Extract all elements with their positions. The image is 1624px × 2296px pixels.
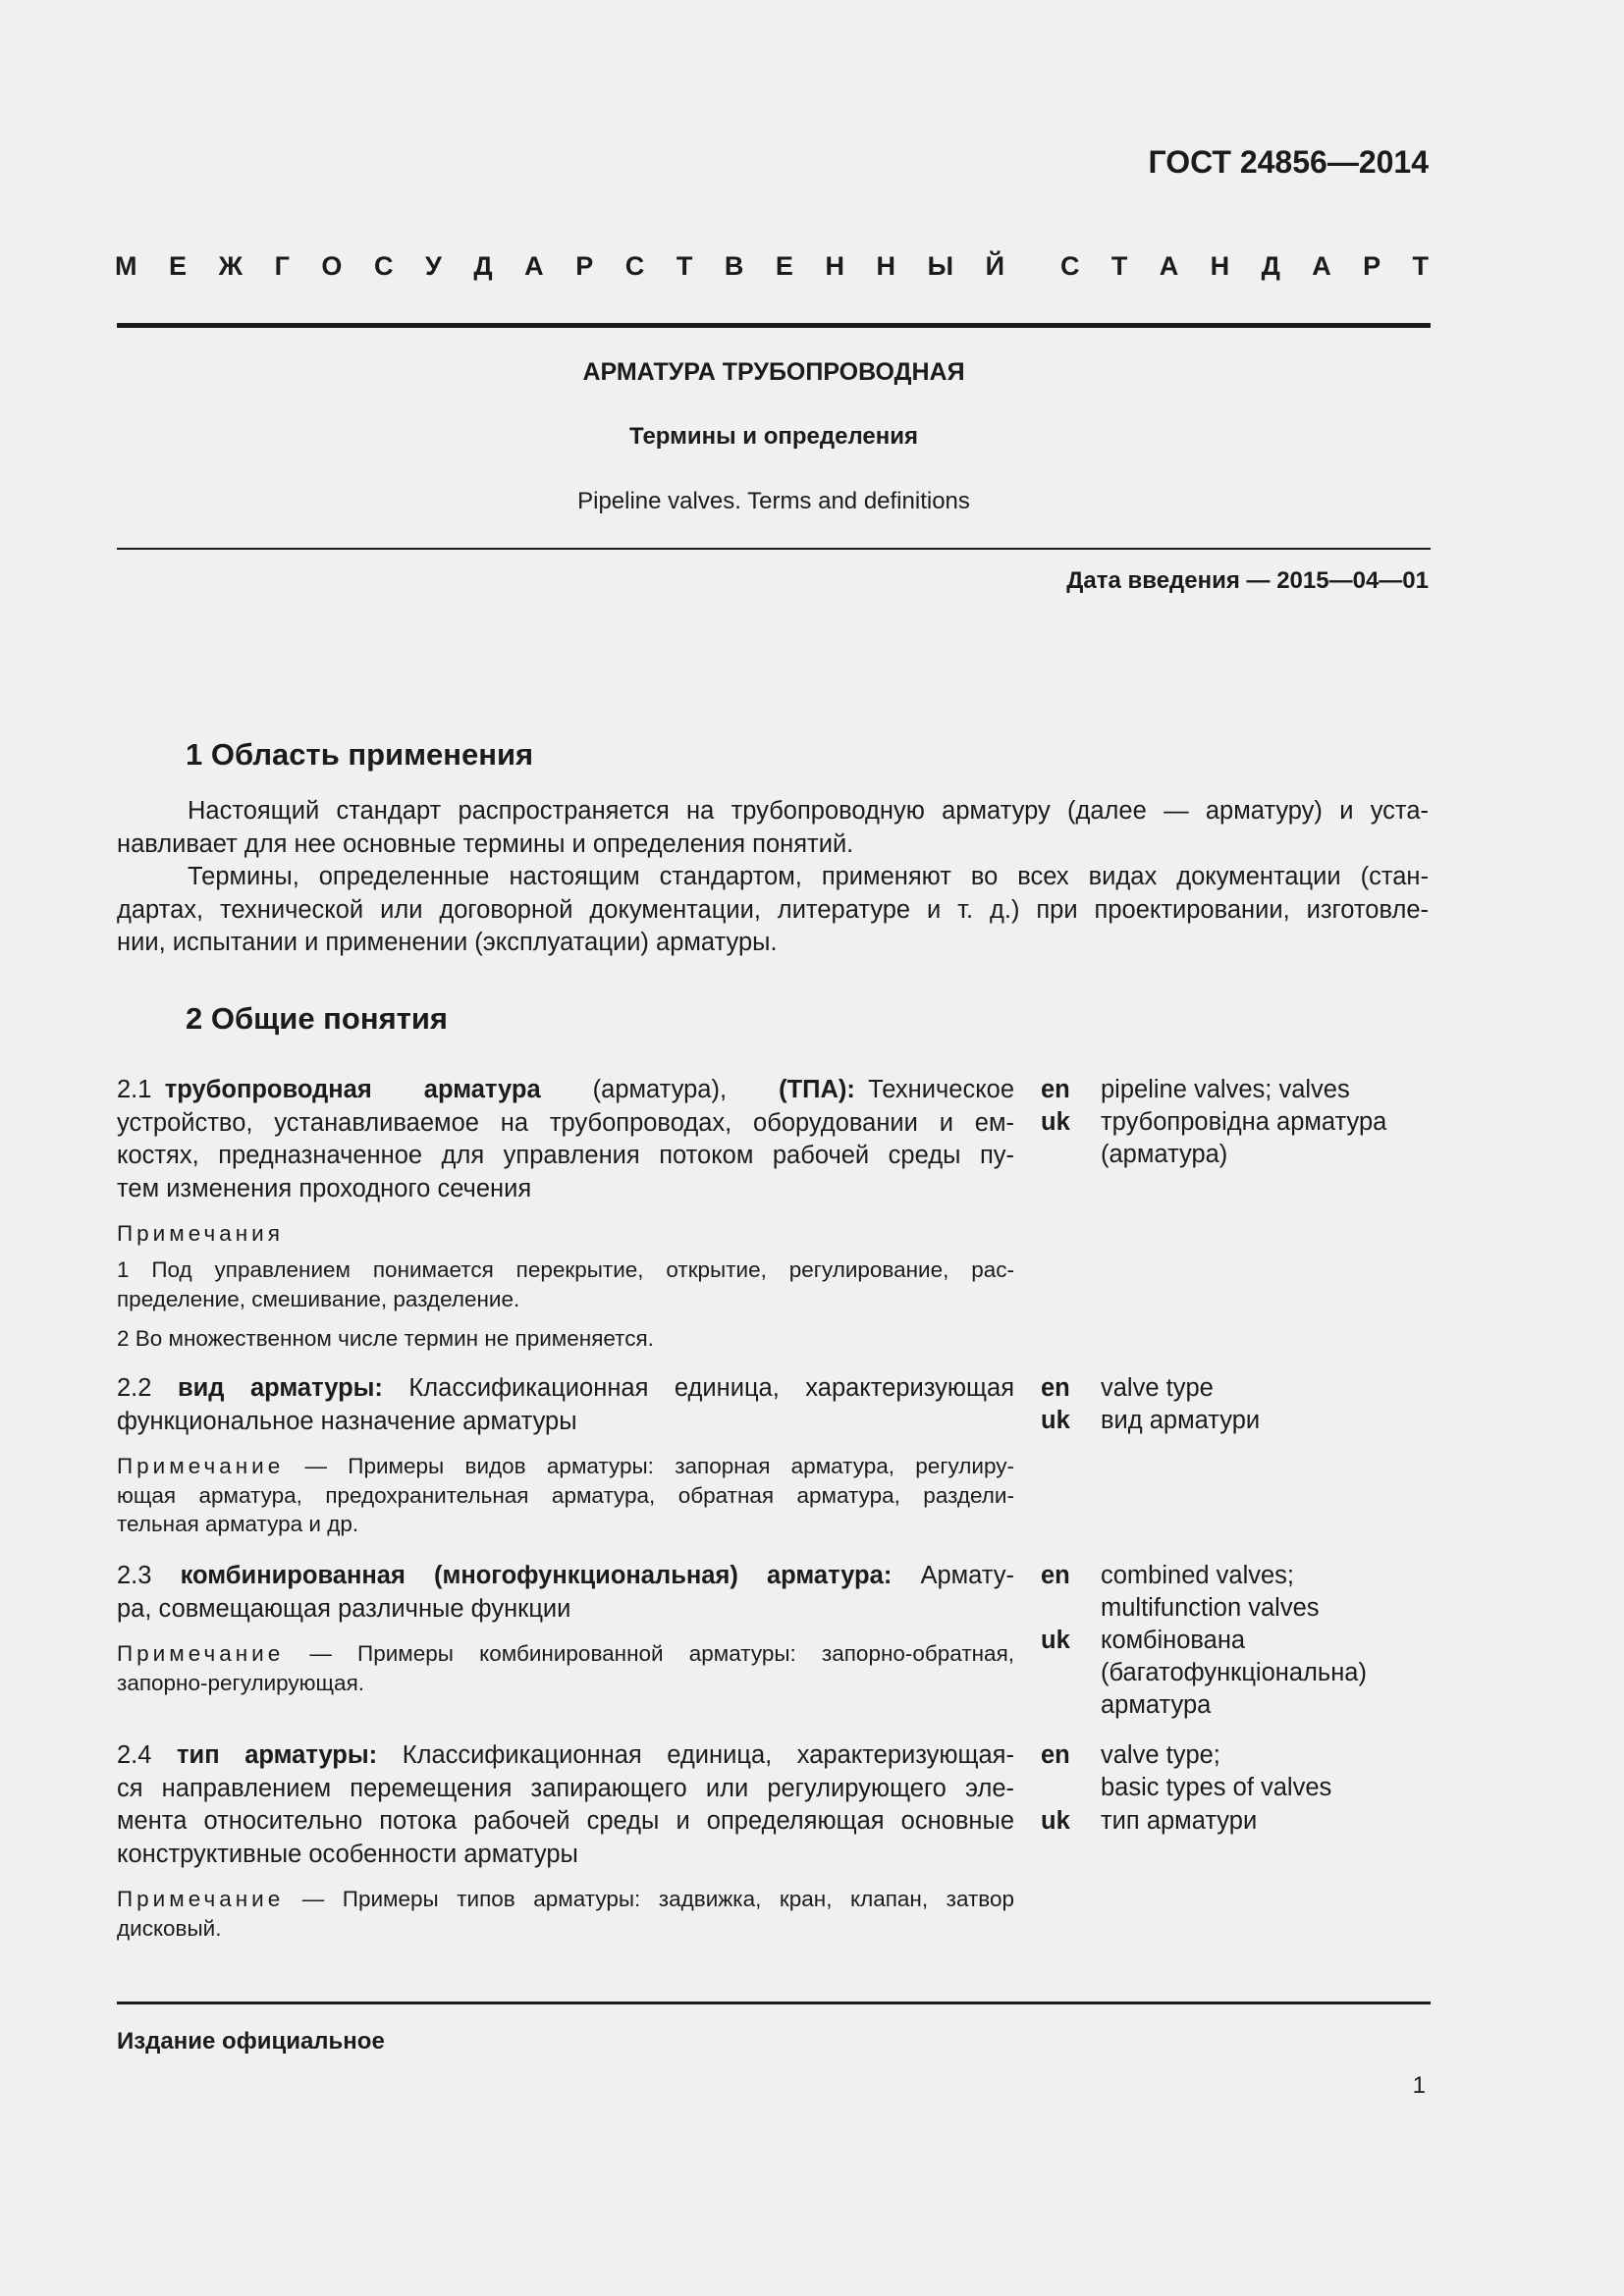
term-entry-2-3 [117,1560,1014,1626]
text-line: устройство, устанавливаемое на трубопроводах, оборудовании и ем- [117,1108,1014,1137]
note-2-4 [117,1885,1014,1943]
banner-letter: У [425,251,442,281]
text-line: дисковый. [117,1915,222,1941]
banner-letter: С [1060,251,1080,281]
banner-letter: Р [575,251,594,281]
footer-rule [117,2002,1431,2004]
banner-word-standard [1060,251,1429,282]
lang-code-en: en [1041,1741,1070,1769]
equivalent-uk: тип арматури [1101,1807,1258,1835]
banner-letter: Н [876,251,896,281]
banner-letter: Е [169,251,188,281]
banner-letter: А [524,251,544,281]
banner-letter: А [1159,251,1179,281]
banner-letter: Р [1363,251,1381,281]
term-first-line: 2.1 трубопроводная арматура (арматура), (ТПА): Техническое [117,1076,1014,1103]
equivalent-uk: комбінована [1101,1627,1246,1654]
text-line: дартах, технической или договорной документации, литературе и т. д.) при проектировании, изготовле- [117,895,1429,924]
scope-paragraph-1 [117,795,1429,861]
equivalent-uk: трубопровідна арматура [1101,1108,1387,1136]
text-line: Примечание — Примеры видов арматуры: запорная арматура, регулиру- [117,1454,1014,1478]
lang-code-uk: uk [1041,1807,1070,1835]
equivalent-uk: (багатофункціональна) [1101,1659,1367,1686]
text-line: костях, предназначенное для управления потоком рабочей среды пу- [117,1142,1014,1169]
text-line: функциональное назначение арматуры [117,1407,577,1435]
banner-letter: Ж [218,251,244,281]
equivalent-en: combined valves; [1101,1562,1295,1589]
term-entry-2-2 [117,1372,1014,1438]
text-line: тельная арматура и др. [117,1512,359,1536]
lang-code-uk: uk [1041,1627,1070,1654]
page-number: 1 [1412,2072,1426,2099]
banner-letter: С [373,251,394,281]
note-2-1-1 [117,1255,1014,1313]
banner-letter: Д [473,251,493,281]
interstate-standard-banner [115,251,1429,282]
top-thick-rule [117,323,1431,328]
text-line: мента относительно потока рабочей среды и определяющая основные [117,1807,1014,1835]
lang-code-en: en [1041,1562,1070,1589]
text-line: ся направлением перемещения запирающего или регулирующего эле- [117,1774,1014,1802]
note-2-2 [117,1452,1014,1539]
document-code: ГОСТ 24856—2014 [1148,144,1429,180]
term-first-line: 2.4 тип арматуры: Классификационная единица, характеризующая- [117,1741,1014,1769]
lang-code-uk: uk [1041,1108,1070,1136]
term-name: комбинированная (многофункциональная) арматура: [180,1562,893,1589]
banner-letter: Е [775,251,793,281]
term-name: вид арматуры: [177,1374,383,1402]
equivalent-en: valve type; [1101,1741,1220,1769]
equivalent-uk: арматура [1101,1691,1212,1719]
term-entry-2-4 [117,1739,1014,1871]
section-heading-general-concepts: 2 Общие понятия [186,1001,448,1036]
equivalent-en: basic types of valves [1101,1774,1332,1801]
banner-letter: Й [985,251,1004,281]
term-first-line: 2.3 комбинированная (многофункциональная) арматура: Армату- [117,1562,1014,1589]
lang-code-uk: uk [1041,1407,1070,1434]
lang-code-en: en [1041,1076,1070,1103]
equivalent-uk: вид арматури [1101,1407,1261,1434]
text-line: нии, испытании и применении (эксплуатации) арматуры. [117,929,778,956]
document-subtitle: Термины и определения [628,423,919,450]
banner-letter: Н [825,251,844,281]
text-line: тем изменения проходного сечения [117,1174,532,1202]
title-rule [117,548,1431,550]
banner-letter: О [321,251,343,281]
term-entry-2-1 [117,1074,1014,1205]
text-line: пределение, смешивание, разделение. [117,1286,520,1311]
banner-letter: В [724,251,744,281]
equivalent-en: pipeline valves; valves [1101,1076,1350,1103]
lang-code-en: en [1041,1374,1070,1402]
scope-paragraph-2 [117,861,1429,960]
note-2-1-2: 2 Во множественном числе термин не применяется. [117,1326,654,1351]
banner-letter: Н [1210,251,1230,281]
equivalent-en: multifunction valves [1101,1594,1320,1622]
text-line: Настоящий стандарт распространяется на трубопроводную арматуру (далее — арматуру) и уста- [188,797,1429,825]
term-name: трубопроводная арматура [164,1076,541,1103]
text-line: ющая арматура, предохранительная арматура, обратная арматура, раздели- [117,1482,1014,1508]
introduction-date: Дата введения — 2015—04—01 [1066,567,1429,594]
term-first-line: 2.2 вид арматуры: Классификационная единица, характеризующая [117,1374,1015,1402]
text-line: запорно-регулирующая. [117,1670,365,1695]
notes-title: Примечания [117,1221,284,1246]
text-line: конструктивные особенности арматуры [117,1840,578,1868]
banner-letter: С [624,251,645,281]
banner-letter: М [115,251,137,281]
equivalent-en: valve type [1101,1374,1214,1402]
text-line: Термины, определенные настоящим стандартом, применяют во всех видах документации (стан- [188,863,1429,890]
banner-letter: Т [1110,251,1128,281]
official-edition-label: Издание официальное [117,2028,385,2055]
banner-letter: Д [1261,251,1280,281]
note-2-3 [117,1639,1014,1697]
banner-word-interstate [115,251,1004,282]
document-title-english: Pipeline valves. Terms and definitions [577,488,970,514]
text-line: ра, совмещающая различные функции [117,1594,571,1623]
text-line: навливает для нее основные термины и определения понятий. [117,829,854,858]
banner-letter: Г [274,251,290,281]
term-name: тип арматуры: [177,1741,378,1769]
banner-letter: А [1312,251,1331,281]
section-heading-scope: 1 Область применения [186,737,534,772]
text-line: Примечание — Примеры типов арматуры: задвижка, кран, клапан, затвор [117,1887,1014,1911]
term-abbreviation: (ТПА): [779,1076,855,1103]
text-line: Примечание — Примеры комбинированной арматуры: запорно-обратная, [117,1641,1014,1666]
banner-letter: Т [1412,251,1429,281]
document-title: АРМАТУРА ТРУБОПРОВОДНАЯ [582,358,965,386]
equivalent-uk: (арматура) [1101,1141,1228,1168]
banner-letter: Ы [927,251,954,281]
text-line: 1 Под управлением понимается перекрытие, открытие, регулирование, рас- [117,1257,1014,1282]
banner-letter: Т [676,251,693,281]
